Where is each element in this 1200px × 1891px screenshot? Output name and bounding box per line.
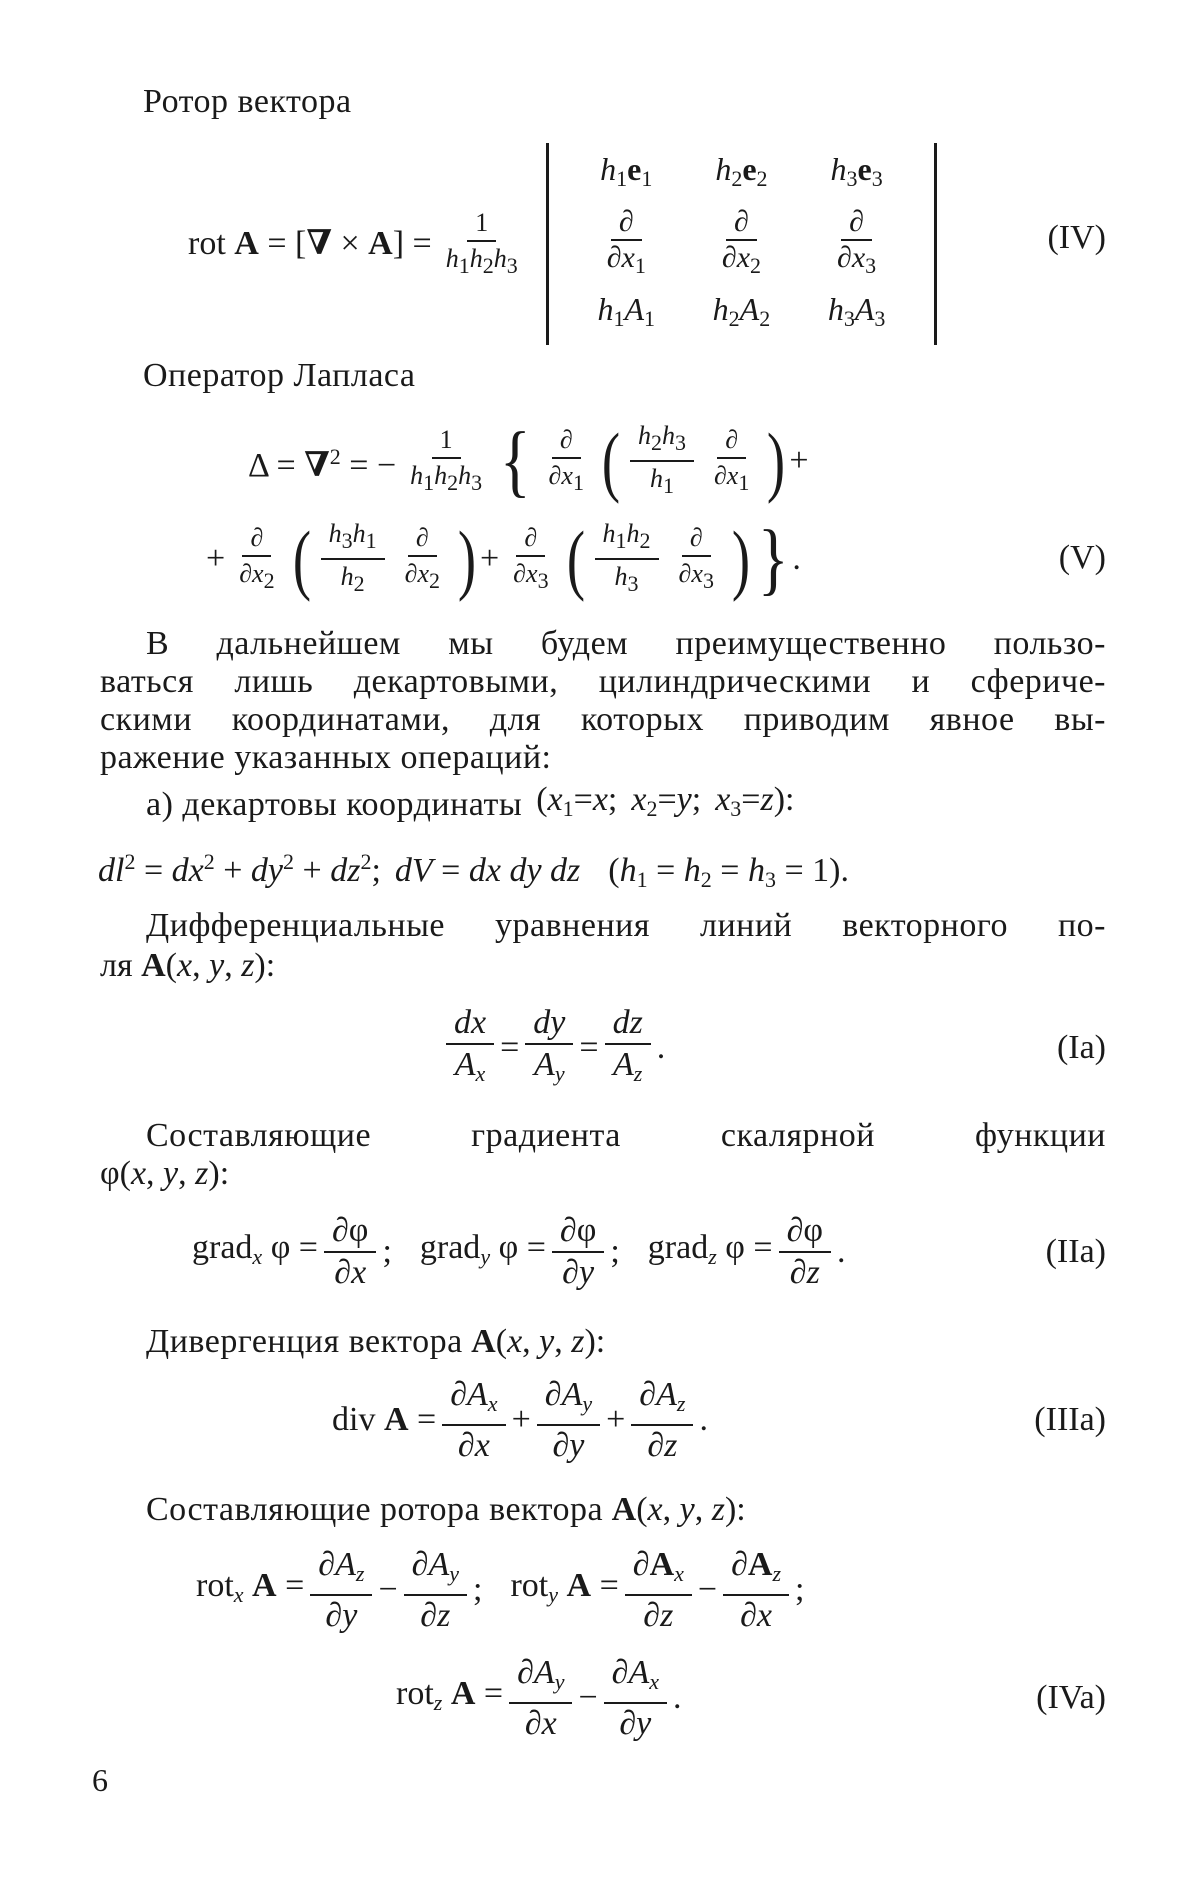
equation-number-IIa: (IIa) xyxy=(1045,1233,1106,1270)
equation-line-element: $dl^2 = dx^2 + dy^2 + dz^2$; dV = dx dy dz $(h_1 = h_2 = h_3 = 1)$. xyxy=(98,849,849,892)
grad-line-1: Составляющие градиента скалярной функции xyxy=(146,1117,1106,1154)
divergence-text: Дивергенция вектора xyxy=(146,1323,463,1360)
equation-rot-z: rot$_z$ A = $\frac{\partial A_y}{\partial x}$ − $\frac{\partial A_x}{\partial y}$ . xyxy=(396,1653,682,1742)
paragraph-line-3: скими координатами, для которых приводим явное вы- xyxy=(100,701,1106,738)
equation-number-IVa: (IVa) xyxy=(1036,1679,1106,1716)
grad-line-2: φ(x, y, z): xyxy=(100,1155,230,1192)
equation-field-lines: $\frac{dx}{A_x}$ = $\frac{dy}{A_y}$ = $\frac{dz}{A_z}$ . xyxy=(440,1006,665,1090)
equation-number-IIIa: (IIIa) xyxy=(1034,1401,1106,1438)
item-a-label: а) декартовы координаты xyxy=(146,785,523,823)
equation-number-Ia: (Ia) xyxy=(1056,1029,1106,1066)
diff-line-2-text: ля xyxy=(100,947,133,984)
equation-rot-determinant: rot A = [∇ × A] = $\frac{1}{h_1h_2h_3}$ $h_1e_1$ $h_2e_2$ $h_3e_3$ $\frac{\partial}{\partial x_1}$ $\frac{\partial}{\partial x_2}$ $\frac{\partial}{\partial x_3}$ $h_1A_1$ $h_2A_2$ $h_3A_3$ xyxy=(188,144,937,344)
equation-number-V: (V) xyxy=(1058,539,1106,576)
equation-number-IV: (IV) xyxy=(1047,219,1106,256)
diff-line-1: Дифференциальные уравнения линий векторного по- xyxy=(146,907,1106,944)
equation-laplace-line1: Δ = ∇$^2$ = − $\frac{1}{h_1h_2h_3}$ { $\frac{\partial}{\partial x_1}$ ( $\frac{h_2h_3}{h_1}$ $\frac{\partial}{\partial x_1}$ ) + xyxy=(248,417,809,505)
equation-laplace-line2: + $\frac{\partial}{\partial x_2}$ ( $\frac{h_3h_1}{h_2}$ $\frac{\partial}{\partial x_2}$ ) + $\frac{\partial}{\partial x_3}$ ( $\frac{h_1h_2}{h_3}$ $\frac{\partial}{\partial x_3}$ ) } . xyxy=(206,515,801,603)
paragraph-line-1: В дальнейшем мы будем преимущественно пользо- xyxy=(146,625,1106,662)
heading-laplace: Оператор Лапласа xyxy=(143,357,416,394)
rotor-components-line: Составляющие ротора вектора A(x, y, z): xyxy=(146,1491,746,1528)
equation-divergence: div A = $\frac{\partial A_x}{\partial x}$ + $\frac{\partial A_y}{\partial y}$ + $\frac{\partial A_z}{\partial z}$ . xyxy=(332,1375,708,1464)
page-number: 6 xyxy=(92,1762,108,1798)
determinant-matrix: $h_1e_1$ $h_2e_2$ $h_3e_3$ $\frac{\partial}{\partial x_1}$ $\frac{\partial}{\partial x_2}$ $\frac{\partial}{\partial x_3}$ $h_1A_1$ $h_2A_2$ $h_3A_3$ xyxy=(546,143,937,345)
item-a-cartesian: а) декартовы координаты ($x_1=x$; $x_2=y$; $x_3=z$): xyxy=(146,781,795,823)
rotor-components-text: Составляющие ротора вектора xyxy=(146,1491,604,1528)
divergence-line: Дивергенция вектора A(x, y, z): xyxy=(146,1323,606,1360)
paragraph-line-4: ражение указанных операций: xyxy=(100,739,552,776)
paragraph-line-2: ваться лишь декартовыми, цилиндрическими и сфериче- xyxy=(100,663,1106,700)
diff-line-2: ля A(x, y, z): xyxy=(100,947,276,984)
equation-gradient: grad$_x$ φ = $\frac{\partial\varphi}{\partial x}$ ; grad$_y$ φ = $\frac{\partial\varphi}{\partial y}$ ; grad$_z$ φ = $\frac{\partial\varphi}{\partial z}$ . xyxy=(192,1212,846,1291)
heading-rotor: Ротор вектора xyxy=(143,83,352,120)
equation-rot-xy: rot$_x$ A = $\frac{\partial A_z}{\partial y}$ − $\frac{\partial A_y}{\partial z}$ ; rot$_y$ A = $\frac{\partial A_x}{\partial z}$ − $\frac{\partial A_z}{\partial x}$ ; xyxy=(196,1545,805,1634)
